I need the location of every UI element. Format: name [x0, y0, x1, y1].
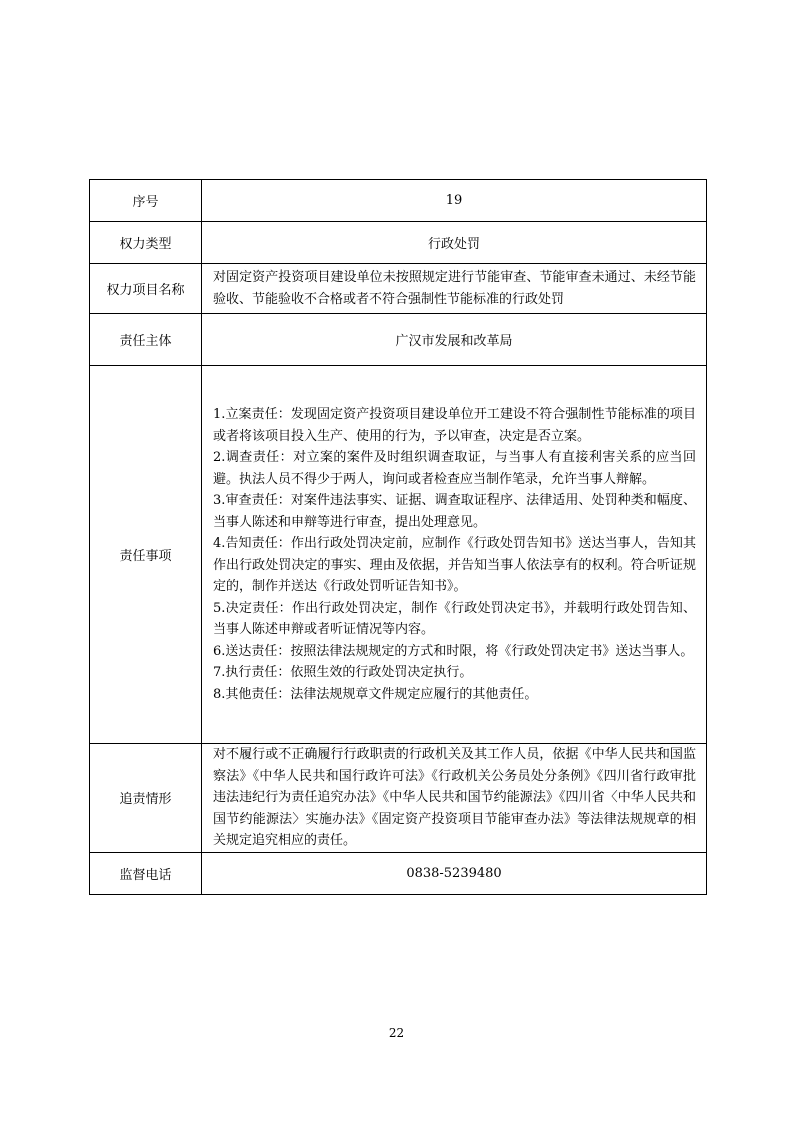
duty-notification: 4.告知责任：作出行政处罚决定前，应制作《行政处罚告知书》送达当事人，告知其作出行政处罚决定的事实、理由及依据，并告知当事人依法享有的权利。符合听证规定的，制作并送达《行政处罚听证告知书》。	[213, 536, 696, 594]
row-serial-number	[90, 180, 707, 222]
supervision-phone-value: 0838-5239480	[202, 852, 707, 894]
duty-delivery: 6.送达责任：按照法律法规规定的方式和时限，将《行政处罚决定书》送达当事人。	[213, 643, 694, 659]
row-supervision-phone	[90, 852, 707, 894]
responsibility-table	[89, 179, 707, 895]
row-responsible-entity	[90, 314, 707, 366]
power-type-value: 行政处罚	[202, 222, 707, 264]
duty-execution: 7.执行责任：依照生效的行政处罚决定执行。	[213, 665, 473, 680]
responsible-entity-label: 责任主体	[90, 314, 202, 366]
duty-investigation: 2.调查责任：对立案的案件及时组织调查取证，与当事人有直接利害关系的应当回避。执法人员不得少于两人，询问或者检查应当制作笔录，允许当事人辩解。	[213, 450, 696, 487]
accountability-value: 对不履行或不正确履行行政职责的行政机关及其工作人员，依据《中华人民共和国监察法》《中华人民共和国行政许可法》《行政机关公务员处分条例》《四川省行政审批违法违纪行为责任追究办法》《中华人民共和国节约能源法》《四川省〈中华人民共和国节约能源法〉实施办法》《固定资产投资项目节能审查办法》等法律法规规章的相关规定追究相应的责任。	[202, 744, 707, 853]
page-number: 22	[388, 1026, 405, 1040]
row-accountability	[90, 744, 707, 853]
responsible-entity-value: 广汉市发展和改革局	[202, 314, 707, 366]
row-power-type	[90, 222, 707, 264]
power-item-name-value: 对固定资产投资项目建设单位未按照规定进行节能审查、节能审查未通过、未经节能验收、节能验收不合格或者不符合强制性节能标准的行政处罚	[202, 264, 707, 314]
duty-other: 8.其他责任：法律法规规章文件规定应履行的其他责任。	[213, 686, 538, 702]
responsibility-items-list	[202, 366, 707, 744]
row-responsibility-items	[90, 366, 707, 744]
power-type-label: 权力类型	[90, 222, 202, 264]
accountability-label: 追责情形	[90, 744, 202, 853]
duty-filing: 1.立案责任：发现固定资产投资项目建设单位开工建设不符合强制性节能标准的项目或者将该项目投入生产、使用的行为，予以审查，决定是否立案。	[213, 407, 696, 444]
duty-review: 3.审查责任：对案件违法事实、证据、调查取证程序、法律适用、处罚种类和幅度、当事人陈述和申辩等进行审查，提出处理意见。	[213, 493, 696, 530]
duty-decision: 5.决定责任：作出行政处罚决定，制作《行政处罚决定书》，并载明行政处罚告知、当事人陈述申辩或者听证情况等内容。	[213, 600, 696, 637]
serial-number-value: 19	[202, 180, 707, 222]
supervision-phone-label: 监督电话	[90, 852, 202, 894]
power-item-name-label: 权力项目名称	[90, 264, 202, 314]
responsibility-items-label: 责任事项	[90, 366, 202, 744]
row-power-item-name	[90, 264, 707, 314]
serial-number-label: 序号	[90, 180, 202, 222]
